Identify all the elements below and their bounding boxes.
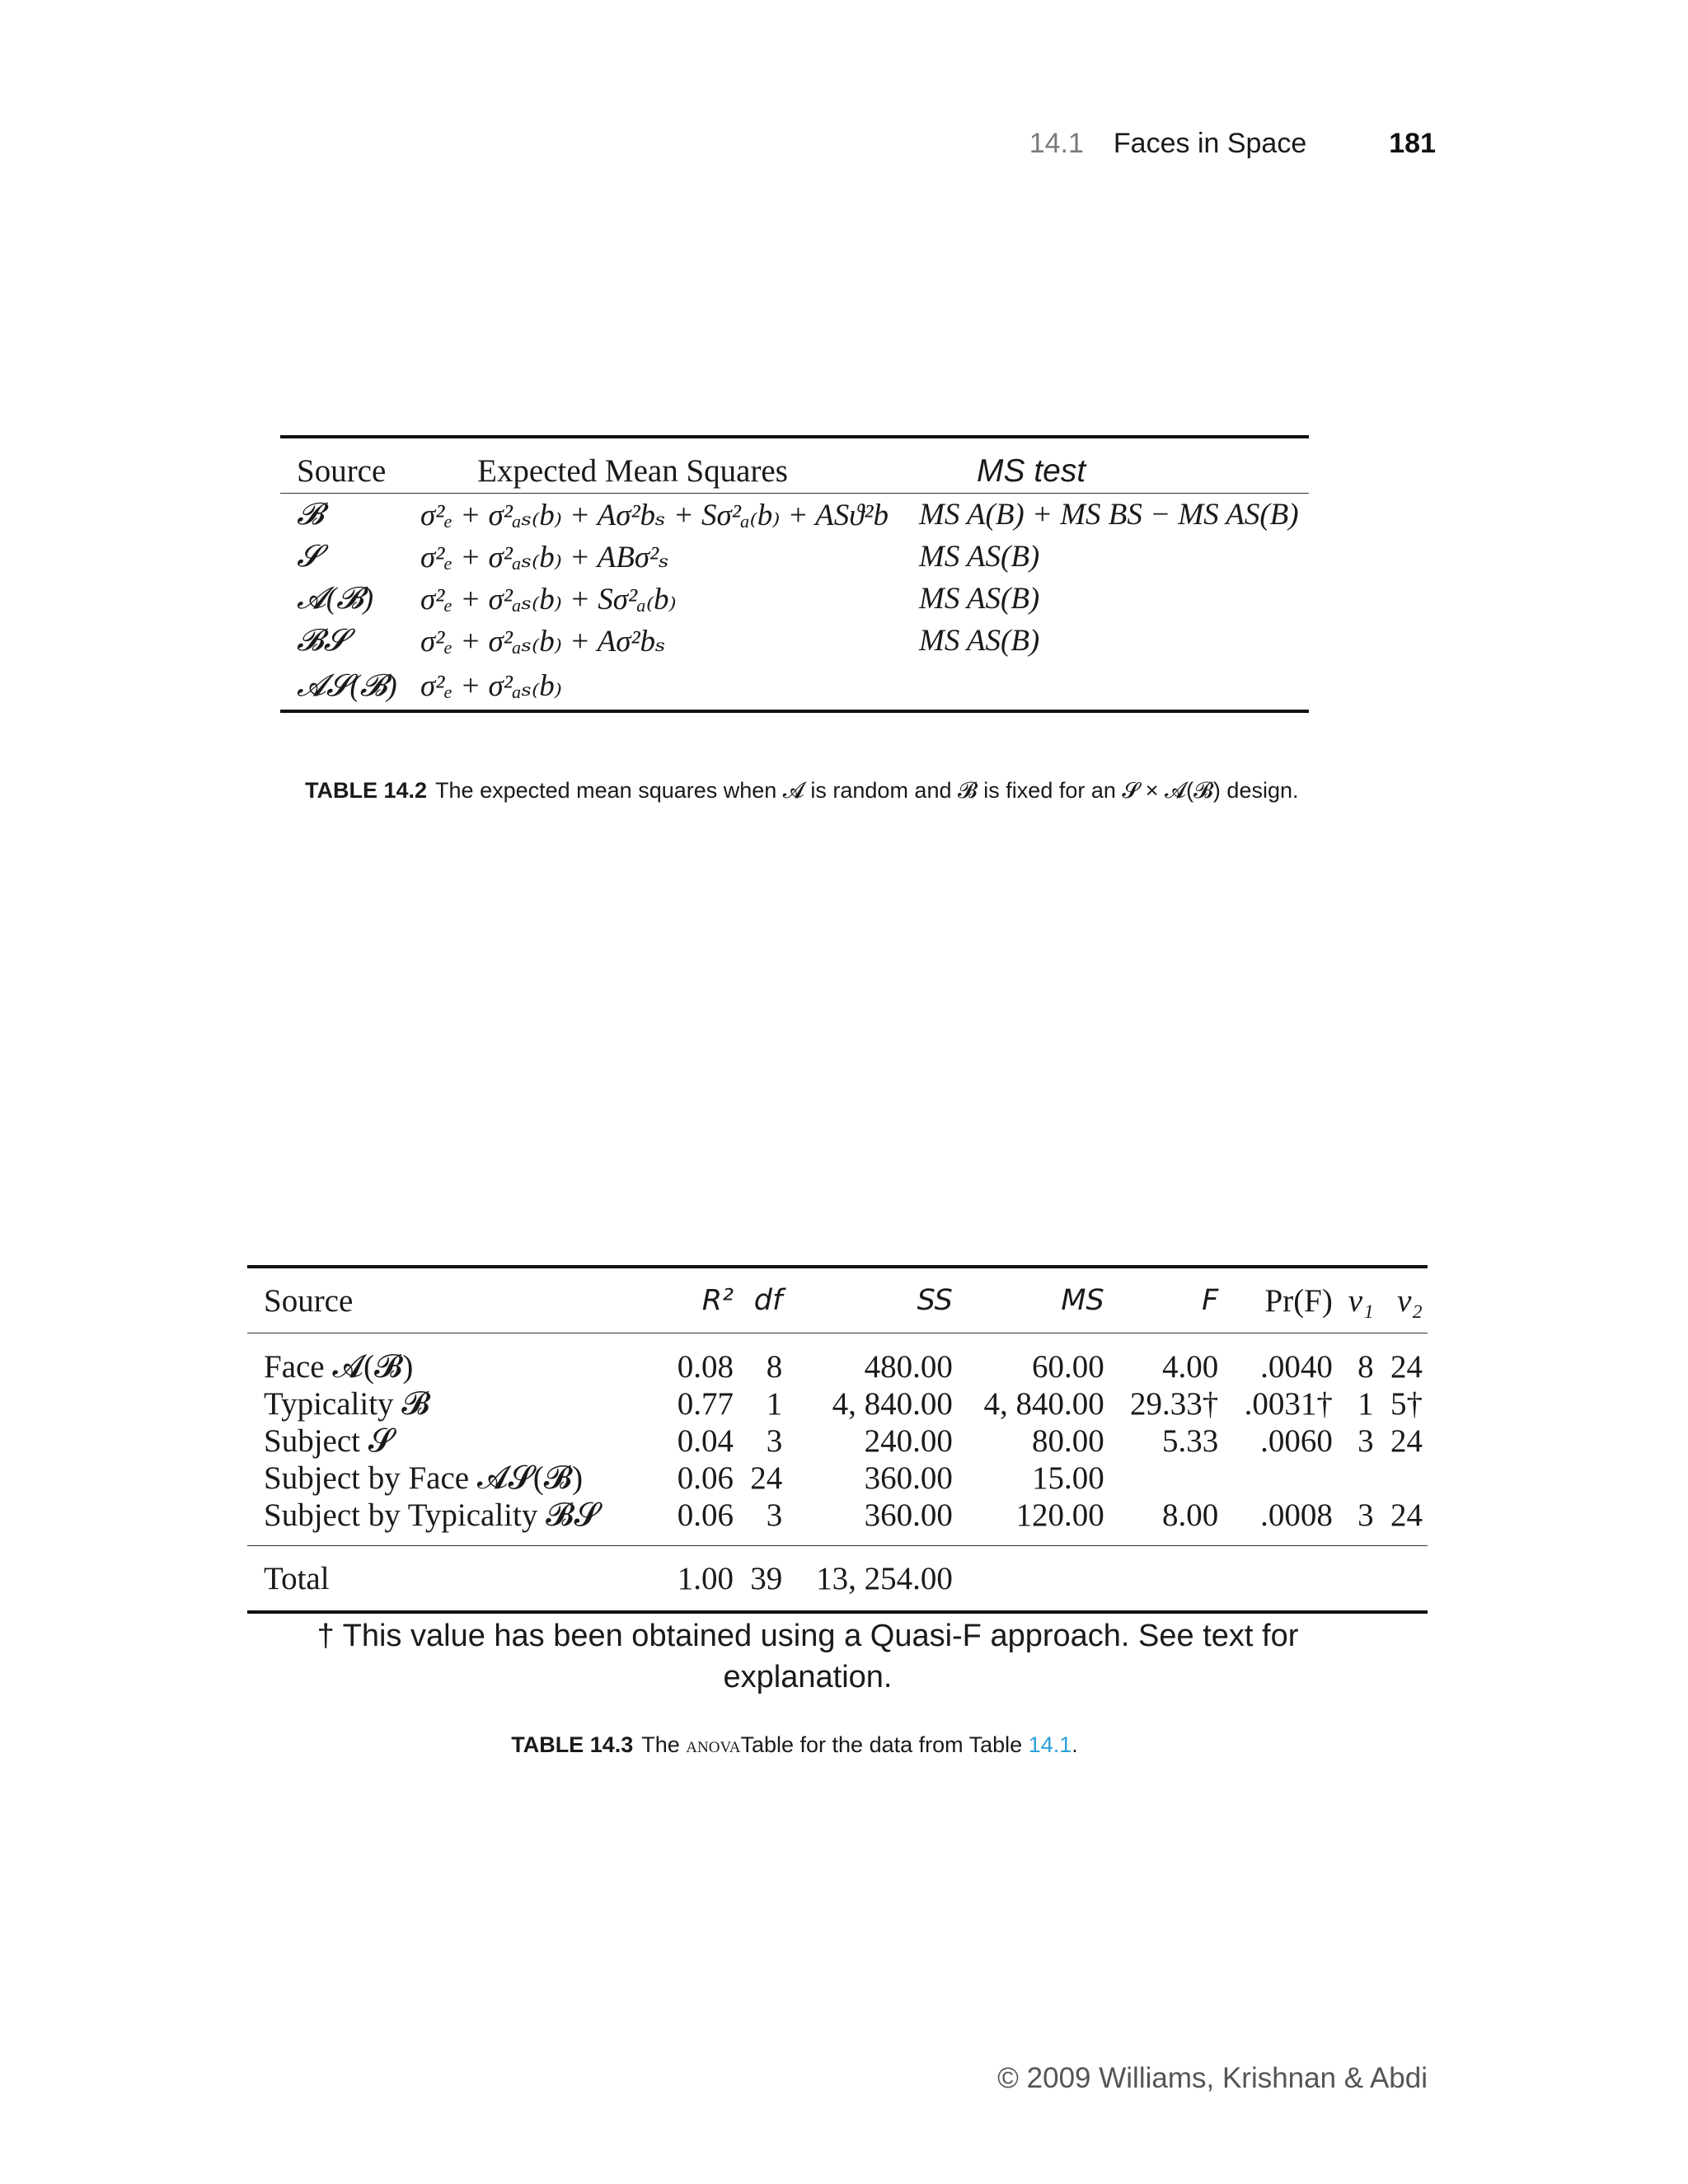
cell-df: 24 <box>750 1460 783 1496</box>
row-source: 𝓢 <box>297 540 321 574</box>
caption-pre: The <box>641 1732 680 1757</box>
cell-ss: 240.00 <box>864 1423 953 1459</box>
cell-r2: 0.08 <box>677 1349 734 1385</box>
cell-pr-f <box>1223 1460 1338 1497</box>
table-row <box>280 620 1309 662</box>
table-14-2-caption <box>305 778 1299 804</box>
table-row <box>247 1460 1428 1497</box>
header-expected-mean-squares: Expected Mean Squares <box>477 453 788 489</box>
cell-nu2: 24 <box>1390 1497 1423 1533</box>
row-source: 𝓐𝓢(𝓑) <box>297 668 397 703</box>
header-pr-f: Pr(F) <box>1264 1282 1333 1319</box>
cell-ms: 4, 840.00 <box>983 1386 1104 1422</box>
header-f: F <box>1202 1284 1219 1317</box>
table-row <box>280 662 1309 710</box>
cell-pr-f: .0060 <box>1260 1423 1333 1459</box>
cell-nu1 <box>1338 1460 1379 1497</box>
cell-source: Face 𝓐(𝓑) <box>264 1349 414 1385</box>
cell-nu1: 8 <box>1357 1349 1374 1385</box>
row-source: 𝓑𝓢 <box>297 624 348 658</box>
cell-r2: 0.06 <box>677 1460 734 1496</box>
table-14-2 <box>280 435 1309 713</box>
row-source: 𝓐(𝓑) <box>297 582 374 616</box>
cell-source: Total <box>264 1560 330 1596</box>
cell-nu1: 1 <box>1357 1386 1374 1422</box>
caption-mid: Table for the data from Table <box>740 1732 1023 1757</box>
cell-ss: 13, 254.00 <box>816 1560 953 1596</box>
header-source: Source <box>297 453 387 489</box>
table-reference-link[interactable]: 14.1 <box>1028 1732 1072 1757</box>
table-row <box>280 578 1309 620</box>
row-ms-test: MS AS(B) <box>919 624 1040 658</box>
cell-f: 5.33 <box>1162 1423 1219 1459</box>
total-row <box>247 1546 1428 1611</box>
cell-ss: 4, 840.00 <box>832 1386 953 1422</box>
cell-f <box>1109 1460 1224 1497</box>
cell-nu1: 3 <box>1357 1423 1374 1459</box>
cell-ss: 480.00 <box>864 1349 953 1385</box>
cell-ms: 120.00 <box>1015 1497 1104 1533</box>
caption-text: The expected mean squares when 𝓐 is random and 𝓑 is fixed for an 𝓢 × 𝓐(𝓑) design. <box>435 778 1299 803</box>
cell-r2: 1.00 <box>677 1560 734 1596</box>
table-14-3-caption <box>0 1732 1589 1758</box>
header-ms: MS <box>1061 1284 1104 1317</box>
cell-df: 1 <box>766 1386 783 1422</box>
cell-ss: 360.00 <box>864 1460 953 1496</box>
cell-nu2: 24 <box>1390 1349 1423 1385</box>
cell-source: Subject 𝓢 <box>264 1423 393 1459</box>
row-expected-mean-squares: σ²ₑ + σ²ₐₛ₍b₎ <box>420 669 562 703</box>
cell-df: 3 <box>766 1497 783 1533</box>
row-ms-test: MS AS(B) <box>919 582 1040 616</box>
table-footnote: † This value has been obtained using a Quasi-F approach. See text for explanation. <box>316 1619 1299 1694</box>
table-row <box>247 1385 1428 1422</box>
cell-r2: 0.04 <box>677 1423 734 1459</box>
cell-nu2: 24 <box>1390 1423 1423 1459</box>
cell-pr-f: .0008 <box>1260 1497 1333 1533</box>
page-number: 181 <box>1389 128 1436 159</box>
row-ms-test: MS AS(B) <box>919 540 1040 574</box>
cell-df: 39 <box>750 1560 783 1596</box>
table-row <box>247 1497 1428 1546</box>
cell-r2: 0.77 <box>677 1386 734 1422</box>
table-row <box>247 1422 1428 1460</box>
cell-nu2 <box>1379 1460 1428 1497</box>
section-number: 14.1 <box>1029 128 1084 159</box>
cell-ms: 60.00 <box>1031 1349 1104 1385</box>
cell-pr-f: .0040 <box>1260 1349 1333 1385</box>
cell-f: 8.00 <box>1162 1497 1219 1533</box>
header-df: df <box>753 1284 783 1317</box>
cell-source: Subject by Face 𝓐𝓢(𝓑) <box>264 1460 584 1496</box>
header-nu2: ν₂ <box>1397 1282 1423 1319</box>
table-row <box>280 494 1309 536</box>
cell-f: 4.00 <box>1162 1349 1219 1385</box>
cell-ms: 15.00 <box>1031 1460 1104 1496</box>
cell-r2: 0.06 <box>677 1497 734 1533</box>
anova-table <box>247 1268 1428 1610</box>
cell-ss: 360.00 <box>864 1497 953 1533</box>
cell-ms: 80.00 <box>1031 1423 1104 1459</box>
row-expected-mean-squares: σ²ₑ + σ²ₐₛ₍b₎ + Aσ²bₛ <box>420 624 666 658</box>
table-row <box>247 1333 1428 1386</box>
copyright-footer: © 2009 Williams, Krishnan & Abdi <box>997 2062 1428 2094</box>
caption-end: . <box>1071 1732 1078 1757</box>
caption-label: TABLE 14.3 <box>511 1732 634 1757</box>
row-source: 𝓑 <box>297 498 324 532</box>
row-expected-mean-squares: σ²ₑ + σ²ₐₛ₍b₎ + Aσ²bₛ + Sσ²ₐ₍b₎ + ASϑ²b <box>420 498 889 532</box>
cell-nu1: 3 <box>1357 1497 1374 1533</box>
header-ms-test: MS test <box>977 453 1086 489</box>
table-14-3 <box>247 1265 1428 1614</box>
header-source: Source <box>264 1282 354 1319</box>
cell-f: 29.33† <box>1130 1386 1219 1422</box>
row-expected-mean-squares: σ²ₑ + σ²ₐₛ₍b₎ + Sσ²ₐ₍b₎ <box>420 582 677 616</box>
cell-df: 3 <box>766 1423 783 1459</box>
caption-anova: anova <box>686 1732 741 1757</box>
table-header-row <box>247 1268 1428 1333</box>
cell-df: 8 <box>766 1349 783 1385</box>
running-header <box>1029 128 1436 160</box>
header-nu1: ν₁ <box>1348 1282 1374 1319</box>
cell-source: Typicality 𝓑 <box>264 1386 430 1422</box>
row-expected-mean-squares: σ²ₑ + σ²ₐₛ₍b₎ + ABσ²ₛ <box>420 540 669 574</box>
header-ss: SS <box>917 1284 953 1317</box>
section-title: Faces in Space <box>1113 128 1307 159</box>
cell-source: Subject by Typicality 𝓑𝓢 <box>264 1497 599 1533</box>
table-row <box>280 536 1309 578</box>
cell-nu2: 5† <box>1390 1386 1423 1422</box>
caption-label: TABLE 14.2 <box>305 778 428 803</box>
header-r2: R² <box>701 1284 734 1317</box>
cell-pr-f: .0031† <box>1244 1386 1333 1422</box>
row-ms-test: MS A(B) + MS BS − MS AS(B) <box>919 498 1299 532</box>
table-header-row <box>280 438 1309 494</box>
